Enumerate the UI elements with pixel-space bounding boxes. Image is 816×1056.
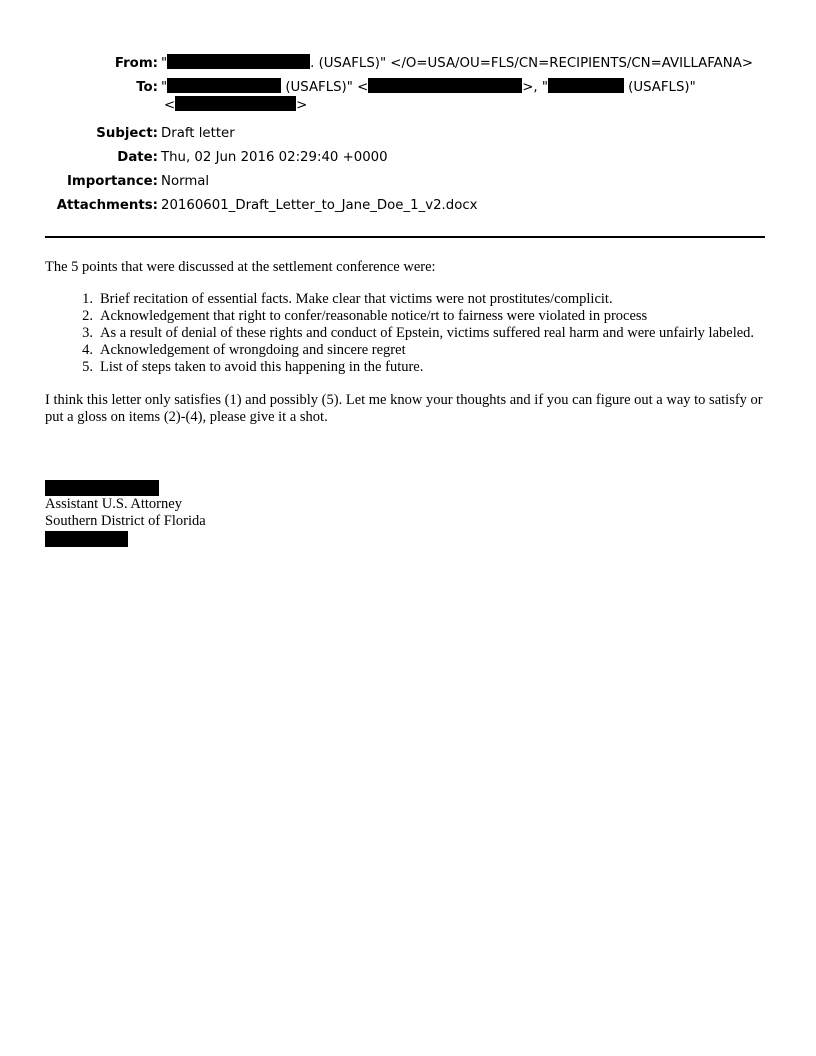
subject-row (0, 122, 816, 146)
list-item (45, 291, 775, 308)
importance-row (0, 170, 816, 194)
redaction-block (548, 78, 624, 93)
list-text: As a result of denial of these rights and conduct of Epstein, victims suffered real harm and were unfairly labeled. (100, 325, 755, 341)
list-item (45, 308, 775, 325)
from-label: From: (114, 56, 158, 71)
redaction-block (45, 531, 128, 547)
intro-paragraph: The 5 points that were discussed at the settlement conference were: (45, 259, 436, 275)
subject-value: Draft letter (161, 126, 235, 141)
redaction-block (167, 54, 310, 69)
importance-label: Importance: (66, 174, 158, 189)
attachments-row (0, 194, 816, 218)
redaction-block (167, 78, 281, 93)
email-header (0, 52, 816, 218)
list-text: Acknowledgement of wrongdoing and sincere regret (100, 342, 406, 358)
to-continuation: < > (164, 98, 308, 113)
closing-paragraph: I think this letter only satisfies (1) and possibly (5). Let me know your thoughts and if you can figure out a way to satisfy or put a gloss on items (2)-(4), please give it a shot. (45, 392, 763, 425)
list-number: 4. (82, 342, 93, 358)
date-row (0, 146, 816, 170)
points-list (45, 291, 775, 376)
signature-title: Assistant U.S. Attorney (45, 496, 182, 512)
list-number: 5. (82, 359, 93, 375)
email-body (45, 259, 775, 426)
list-text: Acknowledgement that right to confer/reasonable notice/rt to fairness were violated in process (100, 308, 648, 324)
from-value: " . (USAFLS)" </O=USA/OU=FLS/CN=RECIPIENTS/CN=AVILLAFANA> (161, 56, 753, 71)
list-text: Brief recitation of essential facts. Make clear that victims were not prostitutes/complicit. (100, 291, 613, 307)
signature-block (45, 480, 206, 547)
list-item (45, 359, 775, 376)
date-value: Thu, 02 Jun 2016 02:29:40 +0000 (161, 150, 388, 165)
to-row (0, 76, 816, 100)
redaction-block (45, 480, 159, 496)
to-value: " (USAFLS)" < >, " (USAFLS)" (161, 80, 696, 95)
subject-label: Subject: (96, 126, 158, 141)
list-item (45, 325, 775, 342)
to-label: To: (136, 80, 158, 95)
header-divider (45, 236, 765, 238)
list-number: 2. (82, 308, 93, 324)
redaction-block (368, 78, 522, 93)
signature-office: Southern District of Florida (45, 513, 206, 529)
date-label: Date: (117, 150, 158, 165)
from-row (0, 52, 816, 76)
list-number: 1. (82, 291, 93, 307)
redaction-block (175, 96, 296, 111)
list-number: 3. (82, 325, 93, 341)
list-item (45, 342, 775, 359)
attachment-filename: 20160601_Draft_Letter_to_Jane_Doe_1_v2.docx (161, 198, 478, 213)
list-text: List of steps taken to avoid this happening in the future. (100, 359, 424, 375)
importance-value: Normal (161, 174, 210, 189)
attachments-label: Attachments: (56, 198, 158, 213)
